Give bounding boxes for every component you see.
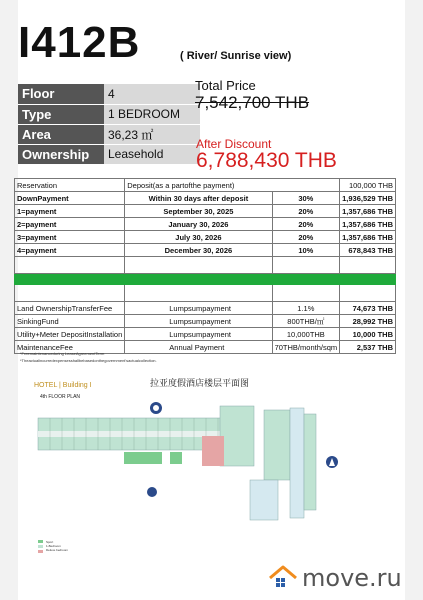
fee-basis: Lumpsumpayment — [125, 302, 272, 315]
highlighted-unit — [202, 436, 224, 466]
blank-cell — [272, 285, 340, 302]
fee-label: Utility+Meter DepositInstallation — [15, 328, 125, 341]
payment-pct: 30% — [272, 192, 340, 205]
floor-plan-drawing — [20, 370, 402, 570]
payment-amount: 1,357,686 THB — [340, 231, 396, 244]
legend-item: Sport — [46, 540, 54, 544]
fee-amount: 2,537 THB — [340, 341, 396, 354]
payment-desc: September 30, 2025 — [125, 205, 272, 218]
payment-amount: 1,357,686 THB — [340, 205, 396, 218]
spec-key: Ownership — [18, 144, 104, 164]
blank-cell — [125, 285, 272, 302]
blank-cell — [125, 257, 272, 274]
payment-label: DownPayment — [15, 192, 125, 205]
table-row — [15, 179, 396, 192]
floor-label: 4th FLOOR PLAN — [40, 394, 81, 400]
spec-row-type — [18, 104, 200, 124]
fee-rate: 1.1% — [272, 302, 340, 315]
total-price-label: Total Price — [195, 78, 256, 93]
table-row — [15, 231, 396, 244]
reservation-label: Reservation — [15, 179, 125, 192]
payment-desc: July 30, 2026 — [125, 231, 272, 244]
payment-desc: Within 30 days after deposit — [125, 192, 272, 205]
payment-table — [14, 178, 396, 354]
spec-row-ownership — [18, 144, 200, 164]
payment-pct: 20% — [272, 231, 340, 244]
blank-cell — [340, 257, 396, 274]
green-divider — [15, 274, 396, 285]
fee-amount: 74,673 THB — [340, 302, 396, 315]
watermark-text: move.ru — [302, 564, 402, 592]
fee-row — [15, 328, 396, 341]
floor-plan — [20, 370, 402, 570]
reservation-desc: Deposit(as a partofthe payment) — [125, 179, 340, 192]
fee-label: MaintenanceFee — [15, 341, 125, 354]
spec-key: Floor — [18, 84, 104, 104]
spec-value: 36,23 ㎡ — [104, 124, 200, 144]
footnote: *Freemaintenanceduring LeaseAgreementTerm — [20, 351, 105, 356]
blank-cell — [15, 285, 125, 302]
fee-basis: Annual Payment — [125, 341, 272, 354]
payment-pct: 10% — [272, 244, 340, 257]
table-row — [15, 192, 396, 205]
watermark — [268, 562, 402, 594]
payment-desc: December 30, 2026 — [125, 244, 272, 257]
payment-amount: 1,936,529 THB — [340, 192, 396, 205]
blank-cell — [340, 285, 396, 302]
legend-item: Deluxe bedroom — [46, 548, 69, 552]
fee-rate: 70THB/month/sqm — [272, 341, 340, 354]
table-row — [15, 205, 396, 218]
fee-basis: Lumpsumpayment — [125, 315, 272, 328]
discount-label: After Discount — [196, 137, 272, 151]
table-row — [15, 218, 396, 231]
spec-table — [18, 84, 200, 165]
fee-row — [15, 302, 396, 315]
spec-value: 1 BEDROOM — [104, 104, 200, 124]
unit-code: I412B — [18, 18, 141, 67]
spec-row-area — [18, 124, 200, 144]
floor-plan-legend — [46, 540, 68, 552]
pool-icon — [326, 456, 338, 468]
blank-cell — [15, 257, 125, 274]
spec-value: 4 — [104, 84, 200, 104]
blank-cell — [272, 257, 340, 274]
house-logo-icon — [268, 564, 298, 592]
payment-label: 4=payment — [15, 244, 125, 257]
payment-pct: 20% — [272, 205, 340, 218]
person-icon — [147, 487, 157, 497]
footnote: *Theactualincurredexpensesshallbebasedonthegovernment'sactualcollection. — [20, 358, 157, 363]
fee-label: SinkingFund — [15, 315, 125, 328]
reservation-amount: 100,000 THB — [340, 179, 396, 192]
table-row-blank — [15, 257, 396, 274]
fee-basis: Lumpsumpayment — [125, 328, 272, 341]
table-row — [15, 244, 396, 257]
spec-value: Leasehold — [104, 144, 200, 164]
payment-label: 2=payment — [15, 218, 125, 231]
spec-row-floor — [18, 84, 200, 104]
fee-rate: 10,000THB — [272, 328, 340, 341]
fee-amount: 28,992 THB — [340, 315, 396, 328]
compass-icon — [150, 402, 162, 414]
fee-row — [15, 315, 396, 328]
floor-plan-title: 拉亚度假酒店楼层平面图 — [150, 378, 250, 388]
payment-label: 3=payment — [15, 231, 125, 244]
table-row-blank — [15, 285, 396, 302]
fee-rate: 800THB/㎡ — [272, 315, 340, 328]
legend-swatches — [38, 540, 43, 553]
fee-label: Land OwnershipTransferFee — [15, 302, 125, 315]
total-price-value: 7,542,700 THB — [195, 93, 310, 112]
payment-amount: 678,843 THB — [340, 244, 396, 257]
payment-amount: 1,357,686 THB — [340, 218, 396, 231]
payment-pct: 20% — [272, 218, 340, 231]
fee-amount: 10,000 THB — [340, 328, 396, 341]
discount-price: 6,788,430 THB — [196, 149, 337, 172]
payment-label: 1=payment — [15, 205, 125, 218]
spec-key: Type — [18, 104, 104, 124]
payment-desc: January 30, 2026 — [125, 218, 272, 231]
legend-item: 1-Bedroom — [46, 544, 61, 548]
spec-key: Area — [18, 124, 104, 144]
view-label: ( River/ Sunrise view) — [180, 50, 292, 62]
hotel-label: HOTEL | Building I — [34, 382, 92, 389]
footnotes — [20, 350, 157, 364]
